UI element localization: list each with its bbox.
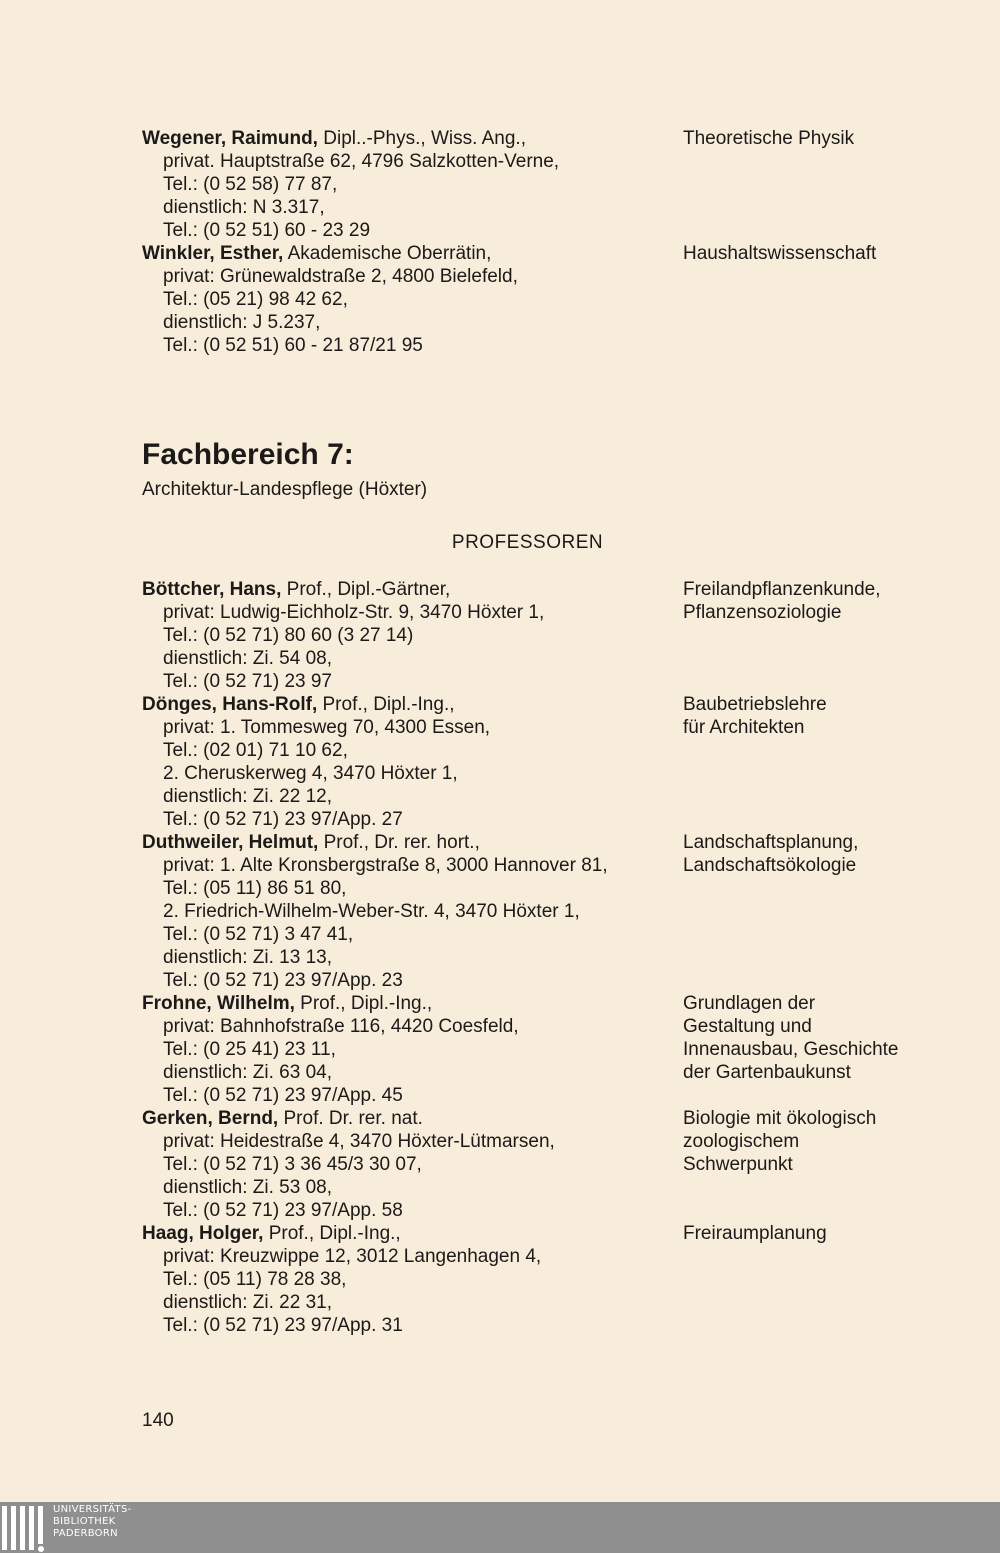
contact-line: Tel.: (05 11) 78 28 38,: [163, 1269, 347, 1290]
contact-line: Tel.: (0 52 58) 77 87,: [163, 174, 338, 195]
subject-area: [683, 578, 943, 624]
person-name: Wegener, Raimund,: [142, 128, 318, 149]
subject-line: Freilandpflanzenkunde,: [683, 579, 881, 600]
subject-line: Gestaltung und: [683, 1016, 812, 1037]
contact-line: 2. Friedrich-Wilhelm-Weber-Str. 4, 3470 Höxter 1,: [163, 901, 580, 922]
professor-list: [142, 578, 942, 1337]
subject-line: der Gartenbaukunst: [683, 1062, 851, 1083]
contact-line: Tel.: (02 01) 71 10 62,: [163, 740, 348, 761]
subject-area: [683, 831, 943, 877]
library-name-line: PADERBORN: [53, 1528, 118, 1539]
contact-line: Tel.: (0 52 71) 23 97/App. 27: [163, 809, 403, 830]
person-name: Duthweiler, Helmut,: [142, 832, 319, 853]
subject-line: Schwerpunkt: [683, 1154, 793, 1175]
subject-area: [683, 1107, 943, 1176]
contact-line: dienstlich: Zi. 13 13,: [163, 947, 332, 968]
contact-line: privat: Bahnhofstraße 116, 4420 Coesfeld,: [163, 1016, 519, 1037]
subject-line: Pflanzensoziologie: [683, 602, 842, 623]
directory-entry: [142, 242, 942, 357]
person-title: Prof., Dipl.-Ing.,: [263, 1223, 401, 1244]
library-name: [53, 1504, 132, 1540]
person-title: Prof. Dr. rer. nat.: [278, 1108, 423, 1129]
contact-line: Tel.: (0 52 71) 23 97/App. 31: [163, 1315, 403, 1336]
contact-line: Tel.: (0 25 41) 23 11,: [163, 1039, 336, 1060]
subject-area: [683, 127, 943, 150]
subject-line: Grundlagen der: [683, 993, 816, 1014]
person-title: Akademische Oberrätin,: [283, 243, 492, 264]
subject-line: Landschaftsökologie: [683, 855, 857, 876]
directory-entry: [142, 992, 942, 1107]
contact-line: dienstlich: Zi. 53 08,: [163, 1177, 332, 1198]
contact-line: 2. Cheruskerweg 4, 3470 Höxter 1,: [163, 763, 458, 784]
subject-line: zoologischem: [683, 1131, 800, 1152]
contact-line: dienstlich: Zi. 54 08,: [163, 648, 332, 669]
subject-line: Biologie mit ökologisch: [683, 1108, 877, 1129]
directory-entry: [142, 1107, 942, 1222]
person-name: Haag, Holger,: [142, 1223, 264, 1244]
contact-line: Tel.: (0 52 71) 3 47 41,: [163, 924, 354, 945]
directory-entry: [142, 127, 942, 242]
contact-line: privat: Heidestraße 4, 3470 Höxter-Lütmarsen,: [163, 1131, 555, 1152]
person-title: Prof., Dipl.-Ing.,: [294, 993, 433, 1014]
contact-line: privat: Grünewaldstraße 2, 4800 Bielefeld,: [163, 266, 518, 287]
contact-line: Tel.: (05 11) 86 51 80,: [163, 878, 347, 899]
library-name-line: BIBLIOTHEK: [53, 1516, 116, 1527]
contact-line: privat: Ludwig-Eichholz-Str. 9, 3470 Höxter 1,: [163, 602, 545, 623]
contact-line: dienstlich: N 3.317,: [163, 197, 325, 218]
contact-line: privat. Hauptstraße 62, 4796 Salzkotten-Verne,: [163, 151, 560, 172]
subject-area: [683, 693, 943, 739]
category-label: PROFESSOREN: [451, 532, 604, 553]
contact-line: privat: 1. Alte Kronsbergstraße 8, 3000 Hannover 81,: [163, 855, 608, 876]
subject-area: [683, 992, 943, 1084]
subject-line: Haushaltswissenschaft: [683, 243, 877, 264]
subject-line: Theoretische Physik: [683, 128, 855, 149]
section-subheading: Architektur-Landespflege (Höxter): [142, 479, 428, 500]
directory-entry: [142, 831, 942, 992]
person-name: Winkler, Esther,: [142, 243, 284, 264]
person-title: Prof., Dr. rer. hort.,: [318, 832, 480, 853]
contact-line: dienstlich: J 5.237,: [163, 312, 321, 333]
contact-line: Tel.: (0 52 71) 3 36 45/3 30 07,: [163, 1154, 422, 1175]
contact-line: Tel.: (05 21) 98 42 62,: [163, 289, 348, 310]
subject-line: Innenausbau, Geschichte: [683, 1039, 899, 1060]
contact-line: Tel.: (0 52 71) 23 97/App. 58: [163, 1200, 403, 1221]
person-name: Gerken, Bernd,: [142, 1108, 279, 1129]
section-heading: Fachbereich 7:: [142, 438, 354, 471]
contact-line: Tel.: (0 52 71) 23 97: [163, 671, 332, 692]
subject-line: für Architekten: [683, 717, 805, 738]
library-logo-icon: [2, 1506, 46, 1552]
person-name: Dönges, Hans-Rolf,: [142, 694, 318, 715]
library-name-line: UNIVERSITÄTS-: [53, 1504, 132, 1515]
contact-line: privat: Kreuzwippe 12, 3012 Langenhagen 4,: [163, 1246, 542, 1267]
subject-area: [683, 242, 943, 265]
contact-line: Tel.: (0 52 51) 60 - 23 29: [163, 220, 371, 241]
section-heading-group: [142, 436, 427, 501]
directory-entry: [142, 1222, 942, 1337]
library-footer-bar: [0, 1502, 1000, 1553]
contact-line: Tel.: (0 52 71) 23 97/App. 45: [163, 1085, 403, 1106]
person-name: Frohne, Wilhelm,: [142, 993, 295, 1014]
subject-area: [683, 1222, 943, 1245]
contact-line: Tel.: (0 52 51) 60 - 21 87/21 95: [163, 335, 423, 356]
page-number: 140: [142, 1410, 174, 1431]
contact-line: dienstlich: Zi. 63 04,: [163, 1062, 332, 1083]
staff-list-continued: [142, 127, 942, 357]
contact-line: privat: 1. Tommesweg 70, 4300 Essen,: [163, 717, 491, 738]
person-title: Dipl..-Phys., Wiss. Ang.,: [317, 128, 526, 149]
subject-line: Baubetriebslehre: [683, 694, 827, 715]
subject-line: Landschaftsplanung,: [683, 832, 859, 853]
directory-entry: [142, 578, 942, 693]
directory-entry: [142, 693, 942, 831]
contact-line: Tel.: (0 52 71) 80 60 (3 27 14): [163, 625, 414, 646]
person-name: Böttcher, Hans,: [142, 579, 282, 600]
person-title: Prof., Dipl.-Ing.,: [317, 694, 455, 715]
person-title: Prof., Dipl.-Gärtner,: [281, 579, 451, 600]
contact-line: dienstlich: Zi. 22 31,: [163, 1292, 332, 1313]
subject-line: Freiraumplanung: [683, 1223, 827, 1244]
contact-line: dienstlich: Zi. 22 12,: [163, 786, 332, 807]
contact-line: Tel.: (0 52 71) 23 97/App. 23: [163, 970, 403, 991]
